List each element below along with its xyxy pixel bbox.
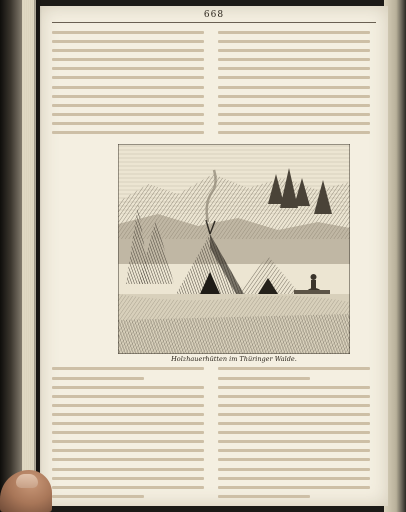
text-line [218, 474, 376, 483]
illustration-caption: Holzhauerhütten im Thüringer Walde. [171, 355, 297, 363]
text-line [218, 55, 376, 64]
text-line [52, 37, 210, 46]
text-line [218, 419, 376, 428]
text-line [218, 428, 376, 437]
text-line [52, 392, 210, 401]
text-line [52, 437, 210, 446]
text-line [52, 64, 210, 73]
text-line [218, 374, 376, 383]
text-line [52, 383, 210, 392]
text-line [52, 401, 210, 410]
text-line [218, 483, 376, 492]
text-line [52, 446, 210, 455]
text-line [218, 364, 376, 373]
text-line [218, 446, 376, 455]
text-line [52, 46, 210, 55]
text-line [52, 483, 210, 492]
text-line [52, 465, 210, 474]
text-line [52, 455, 210, 464]
text-line [52, 110, 210, 119]
text-line [218, 73, 376, 82]
text-line [52, 119, 210, 128]
text-line [218, 128, 376, 137]
gutter-shadow [34, 0, 42, 512]
text-line [218, 383, 376, 392]
text-line [218, 37, 376, 46]
text-line [218, 492, 376, 501]
header-rule [52, 22, 376, 23]
text-line [218, 410, 376, 419]
text-line [218, 92, 376, 101]
text-line [218, 401, 376, 410]
woodcutter-huts-engraving [118, 144, 350, 354]
text-line [218, 101, 376, 110]
text-line [52, 364, 210, 373]
text-line [52, 492, 210, 501]
text-line [52, 73, 210, 82]
text-line [218, 465, 376, 474]
text-line [218, 28, 376, 37]
text-line [52, 428, 210, 437]
text-line [52, 28, 210, 37]
text-line [52, 128, 210, 137]
text-line [52, 55, 210, 64]
text-line [218, 83, 376, 92]
text-line [52, 410, 210, 419]
book-page [40, 6, 388, 506]
text-line [52, 101, 210, 110]
text-line [218, 392, 376, 401]
text-line [218, 455, 376, 464]
text-line [218, 437, 376, 446]
text-line [218, 119, 376, 128]
text-line [218, 64, 376, 73]
text-line [52, 419, 210, 428]
text-line [52, 92, 210, 101]
text-line [52, 83, 210, 92]
text-line [218, 110, 376, 119]
text-line [52, 374, 210, 383]
page-number: 668 [203, 10, 225, 20]
text-line [218, 46, 376, 55]
thumbnail-nail [16, 474, 38, 488]
text-line [52, 474, 210, 483]
